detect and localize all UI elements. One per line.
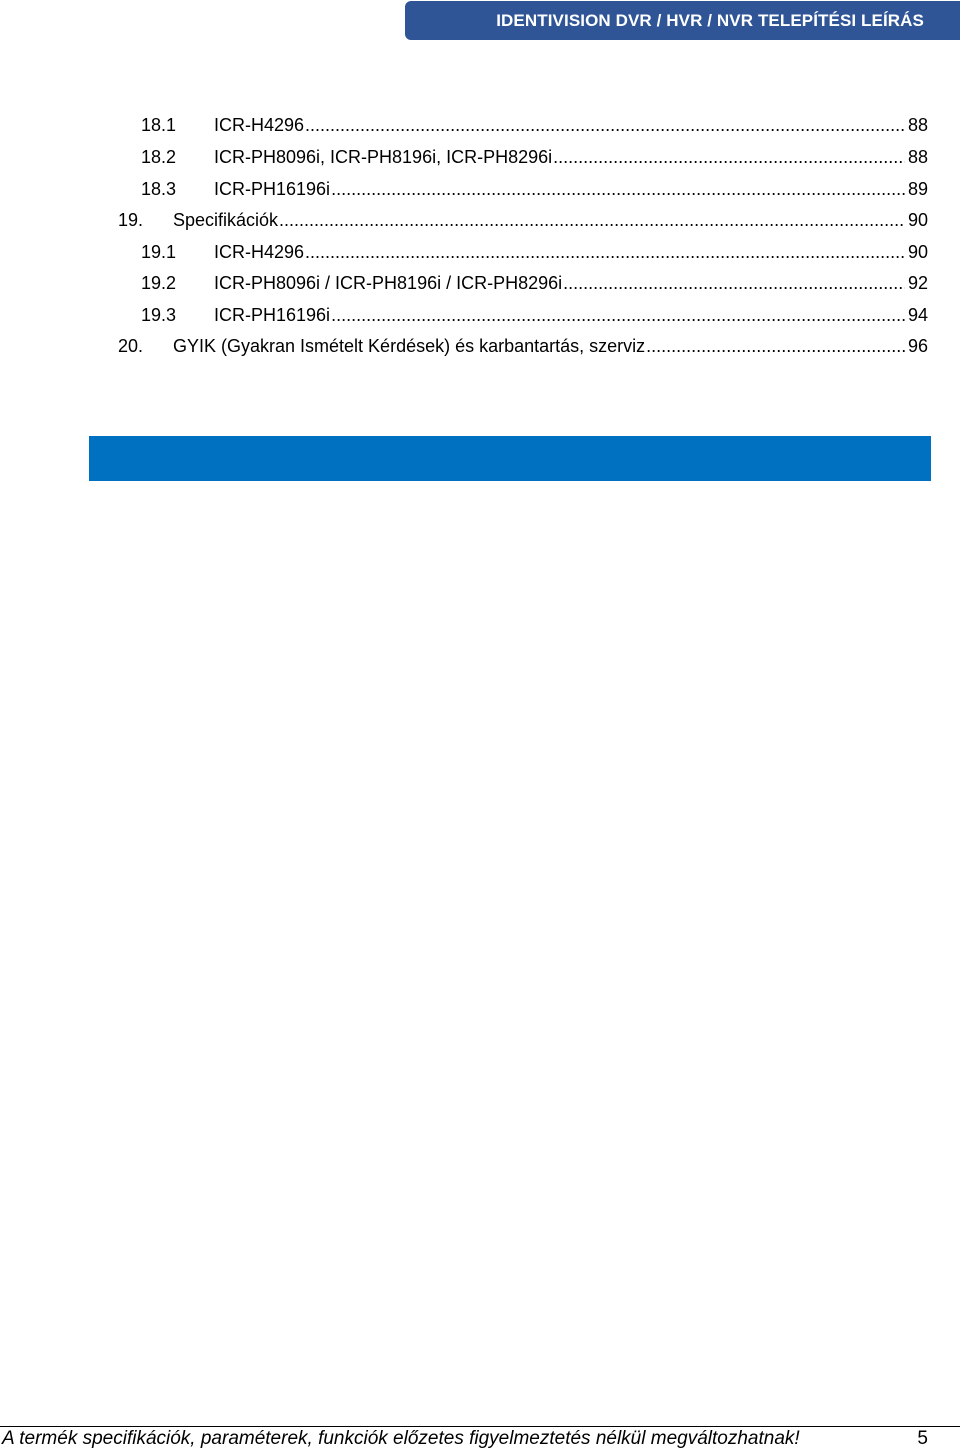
toc-leader <box>305 239 905 265</box>
toc-number: 19.1 <box>141 242 177 262</box>
toc-number: 18.3 <box>141 179 177 199</box>
toc-leader <box>331 176 905 202</box>
toc-title: ICR-PH8096i / ICR-PH8196i / ICR-PH8296i <box>214 273 563 293</box>
page-header <box>405 1 960 40</box>
toc-title: ICR-PH16196i <box>214 179 331 199</box>
toc-page: 88 <box>907 147 928 167</box>
toc-number: 19.2 <box>141 273 177 293</box>
toc-number: 18.1 <box>141 115 177 135</box>
footer-disclaimer: A termék specifikációk, paraméterek, funkciók előzetes figyelmeztetés nélkül megváltozhatnak! <box>2 1428 800 1449</box>
toc-page: 88 <box>907 115 928 135</box>
page-number: 5 <box>917 1428 928 1449</box>
toc-page: 96 <box>907 336 928 356</box>
toc-entry[interactable] <box>141 176 928 202</box>
toc-entry[interactable] <box>118 207 928 233</box>
toc-entry[interactable] <box>118 333 928 359</box>
toc-leader <box>331 302 905 328</box>
toc-entry[interactable] <box>141 270 928 296</box>
toc-title: ICR-H4296 <box>214 115 305 135</box>
toc-page: 90 <box>907 210 928 230</box>
toc-title: ICR-H4296 <box>214 242 305 262</box>
toc-entry[interactable] <box>141 302 928 328</box>
toc-number: 18.2 <box>141 147 177 167</box>
toc-title: Specifikációk <box>173 210 279 230</box>
toc-leader <box>563 270 905 296</box>
toc-entry[interactable] <box>141 144 928 170</box>
toc-leader <box>279 207 905 233</box>
toc-number: 19. <box>118 210 144 230</box>
toc-number: 20. <box>118 336 144 356</box>
toc-title: ICR-PH16196i <box>214 305 331 325</box>
toc-leader <box>305 112 905 138</box>
footer-divider <box>0 1426 960 1427</box>
toc-page: 90 <box>907 242 928 262</box>
toc-title: GYIK (Gyakran Ismételt Kérdések) és karbantartás, szerviz <box>173 336 646 356</box>
section-band <box>89 436 931 481</box>
toc-title: ICR-PH8096i, ICR-PH8196i, ICR-PH8296i <box>214 147 553 167</box>
toc-entry[interactable] <box>141 239 928 265</box>
toc-page: 94 <box>907 305 928 325</box>
toc-entry[interactable] <box>141 112 928 138</box>
header-title: IDENTIVISION DVR / HVR / NVR TELEPÍTÉSI LEÍRÁS <box>496 10 924 30</box>
toc-leader <box>646 333 905 359</box>
toc-page: 89 <box>907 179 928 199</box>
page-footer <box>0 1426 960 1452</box>
toc-leader <box>553 144 905 170</box>
toc-page: 92 <box>907 273 928 293</box>
toc-number: 19.3 <box>141 305 177 325</box>
